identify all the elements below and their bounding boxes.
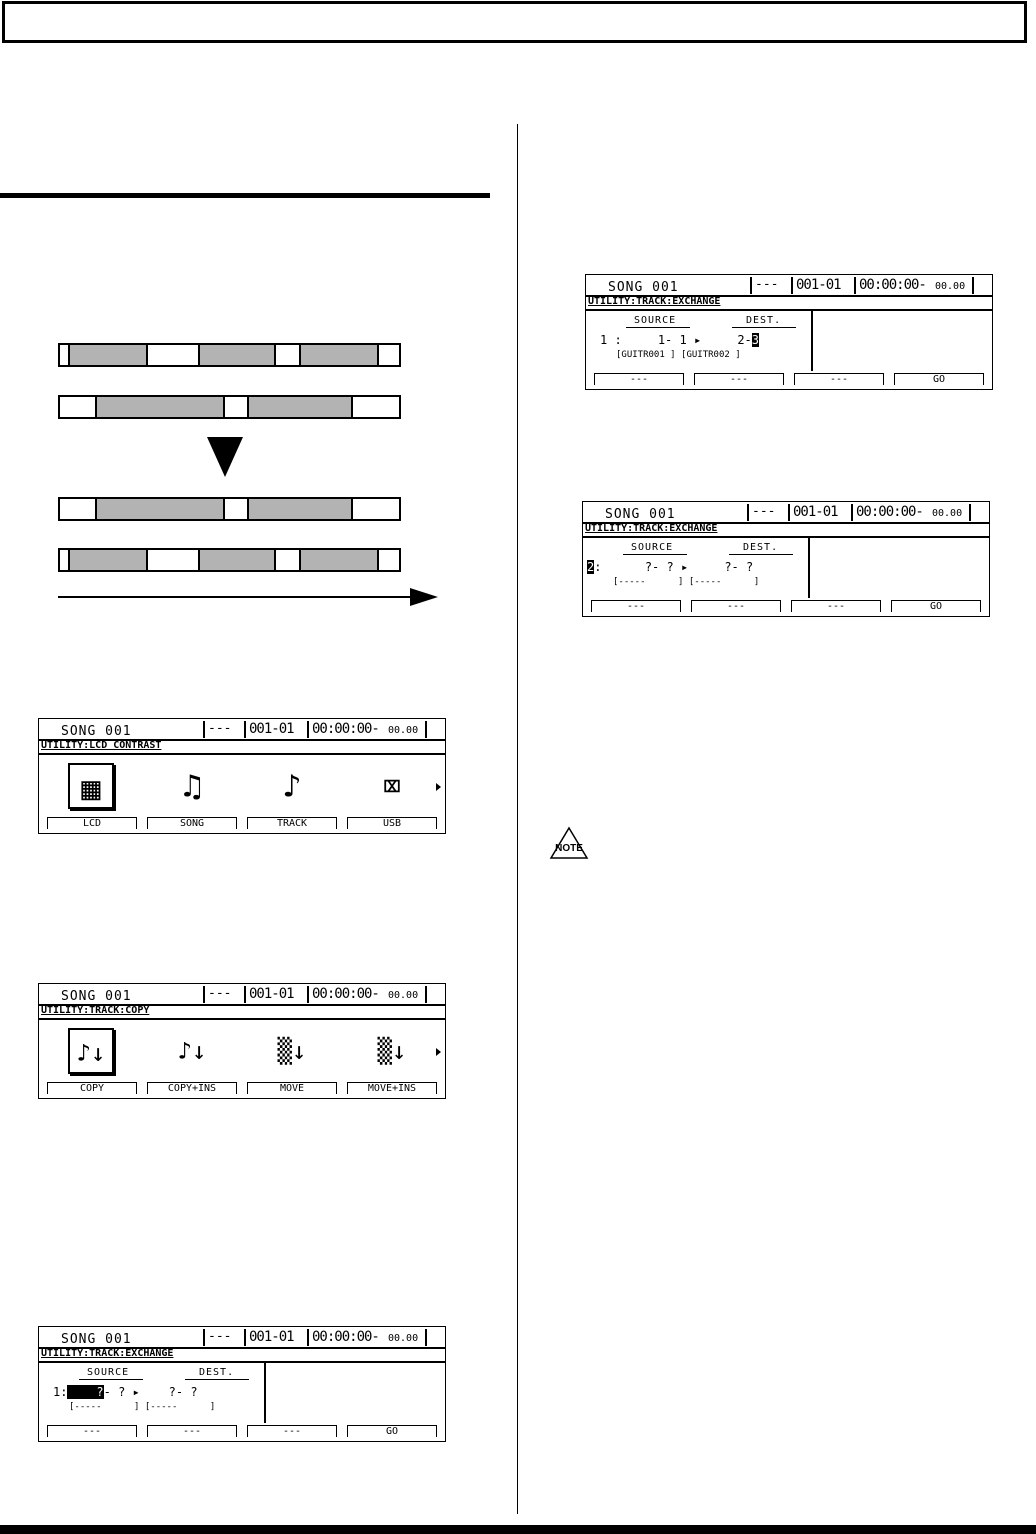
- copy-ins-icon[interactable]: ♪↓: [177, 1037, 207, 1065]
- f3-button[interactable]: ---: [247, 1425, 337, 1437]
- note-label: NOTE: [555, 843, 583, 854]
- measure-display: 001-01: [249, 721, 294, 737]
- timecode-frames: 00.00: [932, 508, 963, 519]
- timecode-display: 00:00:00-: [312, 986, 379, 1002]
- measure-display: 001-01: [249, 1329, 294, 1345]
- timecode-display: 00:00:00-: [859, 277, 926, 293]
- f1-button[interactable]: COPY: [47, 1082, 137, 1094]
- timecode-frames: 00.00: [935, 281, 966, 292]
- f2-button[interactable]: COPY+INS: [147, 1082, 237, 1094]
- f2-button[interactable]: SONG: [147, 817, 237, 829]
- dest-name: [GUITR002 ]: [681, 350, 741, 360]
- status-dashes: ---: [752, 504, 776, 519]
- page-header-box: [2, 1, 1027, 43]
- track-bar-a-after: [58, 497, 401, 521]
- phrase: [95, 499, 225, 519]
- f1-button[interactable]: ---: [47, 1425, 137, 1437]
- screen-path: UTILITY:LCD CONTRAST: [41, 740, 162, 751]
- pair-number[interactable]: 2: [587, 560, 595, 574]
- lcd-screen-exchange-set: [585, 274, 993, 390]
- f4-button[interactable]: MOVE+INS: [347, 1082, 437, 1094]
- lcd-icon[interactable]: ▦: [68, 763, 114, 809]
- lcd-screen-track-menu: [38, 983, 446, 1099]
- timecode-display: 00:00:00-: [856, 504, 923, 520]
- f1-button[interactable]: ---: [591, 600, 681, 612]
- song-name: SONG 001: [61, 724, 132, 739]
- track-icon[interactable]: ♪: [282, 767, 302, 805]
- dest-label: DEST.: [746, 315, 782, 326]
- song-name: SONG 001: [61, 989, 132, 1004]
- f3-button[interactable]: ---: [794, 373, 884, 385]
- phrase: [68, 550, 148, 570]
- exchange-row: 1: ?- ? ▸ ?- ?: [53, 1385, 198, 1399]
- usb-icon[interactable]: ⌧: [382, 767, 402, 805]
- timecode-frames: 00.00: [388, 990, 419, 1001]
- scroll-right-icon: [436, 1048, 441, 1056]
- dest-vtrack-field[interactable]: ?: [746, 560, 754, 574]
- footer-rule: [0, 1525, 1036, 1534]
- move-ins-icon[interactable]: ▒↓: [377, 1037, 407, 1065]
- phrase: [247, 397, 353, 417]
- song-icon[interactable]: ♫: [182, 767, 202, 805]
- exchange-row: 1 : 1- 1 ▸ 2-3: [600, 333, 760, 347]
- go-button[interactable]: GO: [894, 373, 984, 385]
- note-icon: [548, 825, 590, 861]
- source-track-field[interactable]: 1: [657, 333, 666, 347]
- f1-button[interactable]: ---: [594, 373, 684, 385]
- screen-path: UTILITY:TRACK:EXCHANGE: [588, 296, 721, 307]
- time-axis: [58, 596, 416, 598]
- measure-display: 001-01: [796, 277, 841, 293]
- dest-vtrack-field[interactable]: 3: [751, 333, 760, 347]
- song-name: SONG 001: [608, 280, 679, 295]
- track-names: [616, 350, 741, 360]
- track-bar-b-after: [58, 548, 401, 572]
- track-bar-a-before: [58, 343, 401, 367]
- exchange-row: 2: ?- ? ▸ ?- ?: [587, 560, 754, 574]
- timecode-frames: 00.00: [388, 725, 419, 736]
- status-dashes: ---: [208, 1329, 232, 1344]
- phrase: [299, 550, 379, 570]
- go-button[interactable]: GO: [891, 600, 981, 612]
- f2-button[interactable]: ---: [691, 600, 781, 612]
- section-rule: [0, 193, 490, 198]
- phrase: [198, 550, 276, 570]
- column-divider: [517, 124, 518, 1514]
- dest-label: DEST.: [743, 542, 779, 553]
- f3-button[interactable]: ---: [791, 600, 881, 612]
- dest-track-field[interactable]: 2: [737, 333, 745, 347]
- status-dashes: ---: [208, 721, 232, 736]
- timecode-frames: 00.00: [388, 1333, 419, 1344]
- pair-number: 1: [53, 1385, 61, 1399]
- song-name: SONG 001: [605, 507, 676, 522]
- f2-button[interactable]: ---: [694, 373, 784, 385]
- down-arrow-icon: [207, 437, 243, 477]
- source-label: SOURCE: [634, 315, 677, 326]
- track-names: [69, 1402, 215, 1412]
- f4-button[interactable]: USB: [347, 817, 437, 829]
- phrase: [95, 397, 225, 417]
- source-track-field[interactable]: ?: [67, 1385, 103, 1399]
- move-icon[interactable]: ▒↓: [277, 1037, 307, 1065]
- source-track-field[interactable]: ?: [644, 560, 653, 574]
- dest-name: [----- ]: [688, 577, 760, 587]
- track-bar-b-before: [58, 395, 401, 419]
- source-vtrack-field[interactable]: 1: [679, 333, 687, 347]
- source-name: [----- ]: [69, 1402, 140, 1412]
- dest-label: DEST.: [199, 1367, 235, 1378]
- lcd-screen-exchange-initial: [38, 1326, 446, 1442]
- source-vtrack-field[interactable]: ?: [666, 560, 674, 574]
- screen-path: UTILITY:TRACK:COPY: [41, 1005, 150, 1016]
- go-button[interactable]: GO: [347, 1425, 437, 1437]
- source-label: SOURCE: [631, 542, 674, 553]
- phrase: [68, 345, 148, 365]
- f3-button[interactable]: TRACK: [247, 817, 337, 829]
- f1-button[interactable]: LCD: [47, 817, 137, 829]
- status-dashes: ---: [208, 986, 232, 1001]
- measure-display: 001-01: [793, 504, 838, 520]
- source-vtrack-field[interactable]: ?: [118, 1385, 126, 1399]
- phrase: [299, 345, 379, 365]
- copy-icon[interactable]: ♪↓: [68, 1028, 114, 1074]
- timecode-display: 00:00:00-: [312, 1329, 379, 1345]
- scroll-right-icon: [436, 783, 441, 791]
- source-name: [----- ]: [613, 577, 684, 587]
- dest-track-field[interactable]: ?: [168, 1385, 176, 1399]
- timecode-display: 00:00:00-: [312, 721, 379, 737]
- f3-button[interactable]: MOVE: [247, 1082, 337, 1094]
- dest-name: [----- ]: [144, 1402, 216, 1412]
- status-dashes: ---: [755, 277, 779, 292]
- dest-track-field[interactable]: ?: [724, 560, 732, 574]
- time-arrow-icon: [410, 588, 438, 606]
- lcd-screen-exchange-pair-2: [582, 501, 990, 617]
- song-name: SONG 001: [61, 1332, 132, 1347]
- pair-number: 1: [600, 333, 608, 347]
- dest-vtrack-field[interactable]: ?: [190, 1385, 198, 1399]
- screen-path: UTILITY:TRACK:EXCHANGE: [41, 1348, 174, 1359]
- source-name: [GUITR001 ]: [616, 350, 676, 360]
- source-label: SOURCE: [87, 1367, 130, 1378]
- screen-path: UTILITY:TRACK:EXCHANGE: [585, 523, 718, 534]
- lcd-screen-utility-menu: [38, 718, 446, 834]
- phrase: [247, 499, 353, 519]
- phrase: [198, 345, 276, 365]
- f2-button[interactable]: ---: [147, 1425, 237, 1437]
- track-names: [613, 577, 759, 587]
- measure-display: 001-01: [249, 986, 294, 1002]
